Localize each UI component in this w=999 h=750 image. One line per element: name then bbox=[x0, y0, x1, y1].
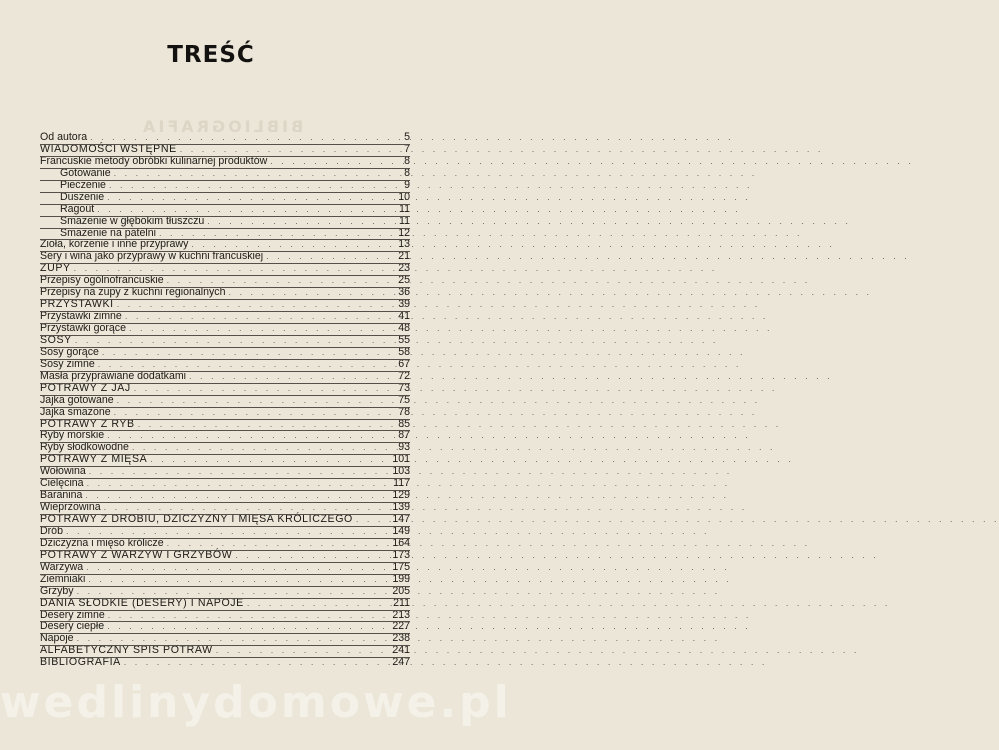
toc-entry bbox=[40, 657, 410, 669]
toc-leader-dots bbox=[97, 204, 385, 216]
toc-entry-label: Jajka smażone bbox=[40, 405, 111, 418]
toc-entry bbox=[40, 251, 410, 263]
toc-entry-label: Duszenie bbox=[60, 190, 105, 203]
toc-entry-label: Gotowanie bbox=[60, 166, 111, 179]
toc-leader-dots bbox=[125, 311, 385, 323]
toc-entry-label: POTRAWY Z DROBIU, DZICZYZNY I MIĘSA KRÓLICZEGO bbox=[40, 513, 353, 525]
toc-leader-dots bbox=[75, 335, 385, 347]
toc-entry bbox=[40, 204, 410, 216]
toc-entry-label: Dziczyzna i mięso królicze bbox=[40, 536, 164, 549]
toc-leader-dots bbox=[129, 323, 385, 335]
toc-entry-page: 58 bbox=[398, 345, 410, 358]
toc-leader-dots bbox=[108, 610, 385, 622]
toc-entry-page: 93 bbox=[398, 441, 410, 454]
toc-entry-page: 21 bbox=[398, 250, 410, 263]
toc-entry-label: Desery zimne bbox=[40, 608, 105, 621]
toc-leader-dots bbox=[235, 550, 385, 562]
toc-entry-label: Ryby słodkowodne bbox=[40, 441, 129, 454]
toc-leader-dots bbox=[77, 586, 385, 598]
toc-entry-label: Ziemniaki bbox=[40, 572, 86, 585]
toc-entry-page: 39 bbox=[398, 298, 410, 311]
toc-entry-page: 8 bbox=[404, 166, 410, 179]
toc-entry-page: 211 bbox=[393, 596, 410, 609]
toc-entry-page: 117 bbox=[393, 477, 410, 490]
toc-entry-label: Sosy gorące bbox=[40, 345, 99, 358]
toc-entry-label: WIADOMOŚCI WSTĘPNE bbox=[40, 142, 177, 155]
toc-entry-label: POTRAWY Z MIĘSA bbox=[40, 453, 148, 466]
toc-entry bbox=[40, 359, 410, 371]
toc-leader-dots bbox=[87, 478, 385, 490]
toc-entry-label: Wieprzowina bbox=[40, 501, 101, 514]
toc-entry-label: Ryby morskie bbox=[40, 429, 105, 442]
toc-entry-page: 11 bbox=[399, 202, 410, 215]
toc-entry-page: 10 bbox=[398, 190, 410, 203]
toc-entry-label: Smażenie na patelni bbox=[60, 226, 156, 239]
toc-entry-page: 72 bbox=[398, 369, 410, 382]
toc-leader-dots bbox=[109, 180, 385, 192]
toc-entry-label: Desery ciepłe bbox=[40, 620, 105, 633]
toc-entry-page: 41 bbox=[398, 310, 410, 323]
toc-leader-dots bbox=[132, 442, 385, 454]
toc-entry-label: Wołowina bbox=[40, 465, 86, 478]
watermark: wedlinydomowe.pl bbox=[0, 677, 512, 728]
toc-entry-page: 11 bbox=[399, 214, 410, 227]
table-of-contents bbox=[40, 132, 410, 669]
toc-leader-dots bbox=[247, 598, 385, 610]
page-title: TREŚĆ bbox=[167, 42, 255, 68]
toc-entry bbox=[40, 395, 410, 407]
toc-entry bbox=[40, 562, 410, 574]
toc-entry-label: SOSY bbox=[40, 333, 72, 346]
toc-entry bbox=[40, 454, 410, 466]
toc-entry-page: 48 bbox=[398, 322, 410, 334]
toc-leader-dots bbox=[102, 347, 385, 359]
toc-entry bbox=[40, 383, 410, 395]
toc-entry-label: Masła przyprawiane dodatkami bbox=[40, 369, 187, 382]
toc-entry-label: PRZYSTAWKI bbox=[40, 298, 114, 311]
toc-entry-page: 78 bbox=[398, 405, 410, 418]
toc-entry-page: 247 bbox=[392, 656, 410, 669]
toc-entry-page: 36 bbox=[398, 286, 410, 299]
toc-leader-dots bbox=[134, 383, 385, 395]
toc-entry-page: 213 bbox=[392, 608, 410, 621]
toc-entry-label: ZUPY bbox=[40, 262, 71, 275]
toc-entry bbox=[40, 621, 410, 633]
toc-entry-label: POTRAWY Z JAJ bbox=[40, 381, 131, 394]
toc-leader-dots bbox=[114, 407, 385, 419]
toc-leader-dots bbox=[229, 287, 386, 299]
toc-entry-page: 7 bbox=[404, 142, 410, 155]
toc-entry bbox=[40, 598, 410, 610]
toc-entry-page: 199 bbox=[392, 572, 410, 585]
toc-leader-dots bbox=[150, 454, 385, 466]
toc-entry bbox=[40, 478, 410, 490]
toc-leader-dots bbox=[86, 562, 385, 574]
toc-entry-label: BIBLIOGRAFIA bbox=[40, 656, 121, 669]
toc-leader-dots bbox=[266, 251, 385, 263]
toc-entry-label: Przystawki gorące bbox=[40, 322, 126, 334]
toc-entry-page: 129 bbox=[392, 489, 410, 502]
bleed-through-text: BIBLIOGRAFIA bbox=[140, 117, 304, 136]
toc-entry-page: 139 bbox=[392, 501, 410, 514]
toc-entry-page: 173 bbox=[392, 548, 410, 561]
toc-leader-dots bbox=[88, 574, 385, 586]
toc-entry-label: Przystawki zimne bbox=[40, 310, 122, 323]
toc-leader-dots bbox=[85, 490, 385, 502]
toc-entry-label: Warzywa bbox=[40, 560, 84, 573]
toc-entry-label: Francuskie metody obróbki kulinarnej produktów bbox=[40, 154, 268, 167]
toc-entry-page: 103 bbox=[392, 465, 410, 478]
toc-leader-dots bbox=[216, 645, 385, 657]
toc-entry-page: 227 bbox=[392, 620, 410, 633]
toc-entry-label: DANIA SŁODKIE (DESERY) I NAPOJE bbox=[40, 596, 244, 609]
toc-entry-label: Ragoût bbox=[60, 202, 95, 215]
toc-entry-page: 55 bbox=[398, 333, 410, 346]
toc-entry-page: 85 bbox=[398, 417, 410, 430]
toc-leader-dots bbox=[98, 359, 385, 371]
toc-leader-dots bbox=[107, 430, 385, 442]
toc-entry bbox=[40, 192, 410, 204]
toc-entry-label: Drób bbox=[40, 524, 63, 537]
toc-entry-page: 238 bbox=[392, 632, 410, 645]
toc-leader-dots bbox=[270, 156, 385, 168]
toc-entry-label: Sery i wina jako przyprawy w kuchni francuskiej bbox=[40, 250, 264, 263]
toc-entry-label: Przepisy ogólnofrancuskie bbox=[40, 274, 164, 287]
toc-entry-page: 5 bbox=[404, 131, 410, 143]
toc-entry-page: 13 bbox=[398, 238, 410, 251]
toc-entry bbox=[40, 586, 410, 598]
toc-entry-page: 205 bbox=[392, 584, 410, 597]
toc-entry-label: ALFABETYCZNY SPIS POTRAW bbox=[40, 644, 213, 657]
toc-entry-label: POTRAWY Z WARZYW I GRZYBÓW bbox=[40, 548, 233, 561]
toc-entry-page: 75 bbox=[398, 393, 410, 406]
toc-leader-dots bbox=[107, 621, 385, 633]
toc-leader-dots bbox=[114, 168, 385, 180]
toc-entry-page: 9 bbox=[404, 178, 410, 191]
toc-entry-page: 175 bbox=[392, 560, 410, 573]
toc-entry bbox=[40, 347, 410, 359]
toc-entry bbox=[40, 466, 410, 478]
toc-entry bbox=[40, 168, 410, 180]
toc-entry-label: Przepisy na zupy z kuchni regionalnych bbox=[40, 286, 226, 299]
toc-entry bbox=[40, 216, 410, 228]
toc-entry-label: Napoje bbox=[40, 632, 74, 645]
toc-entry-label: Pieczenie bbox=[60, 178, 106, 191]
toc-entry-page: 25 bbox=[398, 274, 410, 287]
toc-leader-dots bbox=[124, 657, 385, 669]
toc-entry-label: Od autora bbox=[40, 131, 88, 143]
toc-leader-dots bbox=[89, 466, 385, 478]
toc-entry-page: 87 bbox=[398, 429, 410, 442]
toc-entry-page: 147 bbox=[392, 513, 410, 525]
toc-entry bbox=[40, 371, 410, 383]
toc-leader-dots bbox=[356, 514, 385, 526]
toc-leader-dots bbox=[117, 299, 385, 311]
toc-entry-page: 8 bbox=[404, 154, 410, 167]
toc-entry bbox=[40, 407, 410, 419]
toc-entry bbox=[40, 323, 410, 335]
toc-leader-dots bbox=[189, 371, 385, 383]
toc-entry-label: Sosy zimne bbox=[40, 357, 95, 370]
toc-leader-dots bbox=[117, 395, 385, 407]
toc-entry-page: 149 bbox=[392, 524, 410, 537]
toc-entry bbox=[40, 574, 410, 586]
toc-entry-label: Baranina bbox=[40, 489, 83, 502]
toc-entry-page: 241 bbox=[392, 644, 410, 657]
toc-entry-page: 101 bbox=[392, 453, 410, 466]
toc-entry-page: 164 bbox=[392, 536, 410, 549]
toc-leader-dots bbox=[107, 192, 385, 204]
toc-entry-page: 67 bbox=[398, 357, 410, 370]
toc-entry-page: 23 bbox=[398, 262, 410, 275]
toc-entry bbox=[40, 180, 410, 192]
toc-leader-dots bbox=[138, 419, 385, 431]
toc-entry-label: POTRAWY Z RYB bbox=[40, 417, 135, 430]
toc-leader-dots bbox=[159, 228, 385, 240]
toc-entry-label: Zioła, korzenie i inne przyprawy bbox=[40, 238, 189, 251]
toc-entry bbox=[40, 514, 410, 526]
toc-entry-label: Cielęcina bbox=[40, 477, 84, 490]
toc-entry-page: 12 bbox=[398, 226, 410, 239]
toc-entry-label: Smażenie w głębokim tłuszczu bbox=[60, 214, 205, 227]
toc-leader-dots bbox=[207, 216, 385, 228]
toc-entry-page: 73 bbox=[398, 381, 410, 394]
toc-entry-label: Jajka gotowane bbox=[40, 393, 114, 406]
toc-entry-label: Grzyby bbox=[40, 584, 74, 597]
toc-entry bbox=[40, 550, 410, 562]
